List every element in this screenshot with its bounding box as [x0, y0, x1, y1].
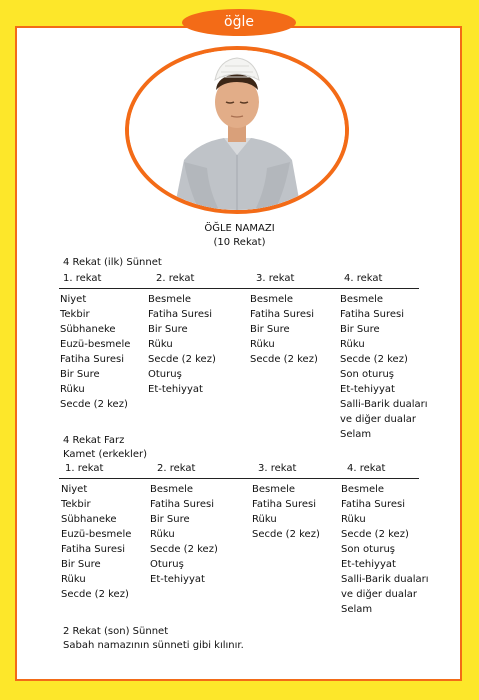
s1-col-header-1: 1. rekat [63, 273, 102, 284]
list-item: Fatiha Suresi [60, 354, 125, 365]
list-item: Sübhaneke [61, 514, 117, 525]
list-item: ve diğer dualar [341, 589, 417, 600]
s1-column-1 [60, 292, 130, 412]
list-item: Fatiha Suresi [340, 309, 405, 320]
list-item: Selam [340, 429, 372, 440]
list-item: Besmele [250, 294, 294, 305]
list-item: Fatiha Suresi [252, 499, 317, 510]
s2-column-3 [252, 482, 320, 542]
list-item: Rüku [61, 574, 86, 585]
list-item: Niyet [61, 484, 88, 495]
list-item: Secde (2 kez) [61, 589, 129, 600]
list-item: Et-tehiyyat [341, 559, 396, 570]
list-item: Besmele [148, 294, 192, 305]
list-item: Fatiha Suresi [148, 309, 213, 320]
list-item: Bir Sure [150, 514, 190, 525]
s1-column-3 [250, 292, 318, 367]
section2-heading: 4 Rekat Farz [63, 435, 125, 446]
s2-divider [59, 478, 419, 479]
list-item: Salli-Barik duaları [341, 574, 429, 585]
list-item: Tekbir [60, 309, 90, 320]
s2-column-4 [341, 482, 429, 617]
list-item: Secde (2 kez) [148, 354, 216, 365]
list-item: Fatiha Suresi [250, 309, 315, 320]
list-item: Bir Sure [60, 369, 100, 380]
s2-col-header-1: 1. rekat [65, 463, 104, 474]
list-item: Secde (2 kez) [60, 399, 128, 410]
list-item: ve diğer dualar [340, 414, 416, 425]
list-item: Selam [341, 604, 373, 615]
list-item: Bir Sure [340, 324, 380, 335]
list-item: Besmele [340, 294, 384, 305]
list-item: Fatiha Suresi [150, 499, 215, 510]
list-item: Sübhaneke [60, 324, 116, 335]
s2-column-1 [61, 482, 131, 602]
page-subtitle: (10 Rekat) [213, 237, 266, 248]
list-item: Et-tehiyyat [150, 574, 205, 585]
s2-column-2 [150, 482, 218, 587]
list-item: Bir Sure [148, 324, 188, 335]
list-item: Oturuş [150, 559, 184, 570]
section3-heading: 2 Rekat (son) Sünnet [63, 626, 169, 637]
list-item: Niyet [60, 294, 87, 305]
list-item: Rüku [60, 384, 85, 395]
list-item: Rüku [250, 339, 275, 350]
list-item: Euzü-besmele [61, 529, 132, 540]
s1-col-header-3: 3. rekat [256, 273, 295, 284]
list-item: Salli-Barik duaları [340, 399, 428, 410]
list-item: Rüku [340, 339, 365, 350]
s1-col-header-2: 2. rekat [156, 273, 195, 284]
section3-note: Sabah namazının sünneti gibi kılınır. [63, 640, 244, 651]
s2-col-header-2: 2. rekat [157, 463, 196, 474]
s1-col-header-4: 4. rekat [344, 273, 383, 284]
list-item: Bir Sure [61, 559, 101, 570]
list-item: Euzü-besmele [60, 339, 131, 350]
list-item: Secde (2 kez) [340, 354, 408, 365]
s1-column-4 [340, 292, 428, 442]
list-item: Besmele [341, 484, 385, 495]
list-item: Et-tehiyyat [148, 384, 203, 395]
list-item: Rüku [252, 514, 277, 525]
list-item: Rüku [150, 529, 175, 540]
section1-heading: 4 Rekat (ilk) Sünnet [63, 257, 162, 268]
list-item: Secde (2 kez) [341, 529, 409, 540]
s1-divider [59, 288, 419, 289]
s2-col-header-4: 4. rekat [347, 463, 386, 474]
header-pill: öğle [182, 9, 296, 36]
section2-subheading: Kamet (erkekler) [63, 449, 147, 460]
list-item: Secde (2 kez) [250, 354, 318, 365]
s2-col-header-3: 3. rekat [258, 463, 297, 474]
list-item: Tekbir [61, 499, 91, 510]
list-item: Bir Sure [250, 324, 290, 335]
list-item: Secde (2 kez) [150, 544, 218, 555]
boy-praying-photo [125, 46, 349, 214]
list-item: Fatiha Suresi [341, 499, 406, 510]
list-item: Secde (2 kez) [252, 529, 320, 540]
list-item: Son oturuş [341, 544, 396, 555]
list-item: Besmele [150, 484, 194, 495]
list-item: Besmele [252, 484, 296, 495]
list-item: Et-tehiyyat [340, 384, 395, 395]
page-title: ÖĞLE NAMAZI [204, 223, 275, 234]
list-item: Rüku [148, 339, 173, 350]
list-item: Fatiha Suresi [61, 544, 126, 555]
list-item: Oturuş [148, 369, 182, 380]
s1-column-2 [148, 292, 216, 397]
list-item: Rüku [341, 514, 366, 525]
list-item: Son oturuş [340, 369, 395, 380]
